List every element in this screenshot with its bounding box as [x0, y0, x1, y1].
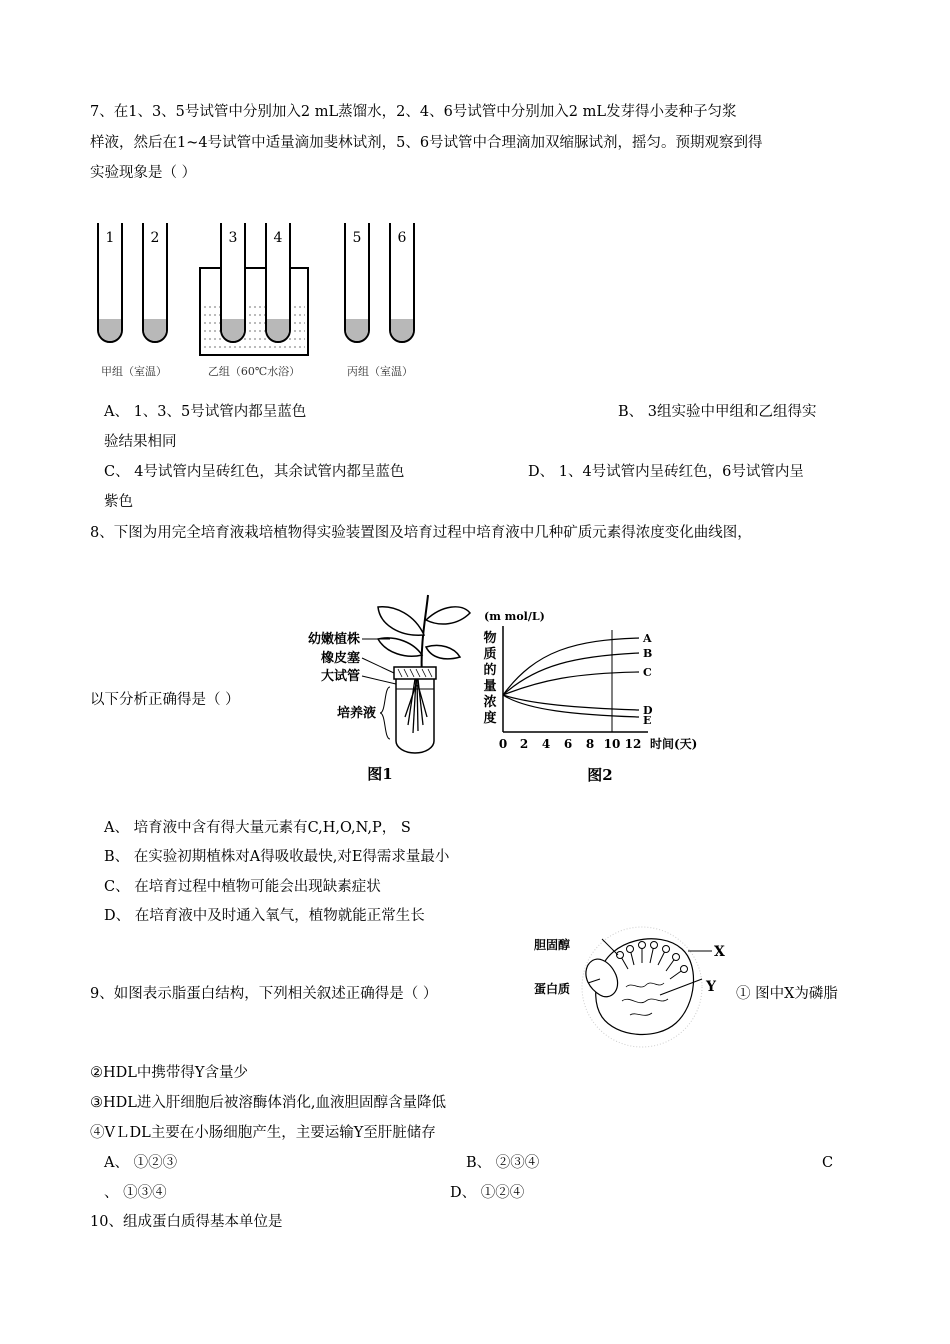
q7-stem-line2: 样液，然后在1~4号试管中适量滴加斐林试剂，5、6号试管中合理滴加双缩脲试剂，摇匀。预期观察到得 [90, 135, 763, 151]
water-bath [200, 268, 308, 355]
q9-statement-3: ③HDL进入肝细胞后被溶酶体消化,血液胆固醇含量降低 [90, 1095, 447, 1111]
tube-label-5: 5 [352, 230, 362, 246]
q8-option-d: D、 在培育液中及时通入氧气，植物就能正常生长 [104, 908, 425, 924]
group-a-label: 甲组（室温） [101, 365, 167, 378]
tube-label-1: 1 [105, 230, 115, 246]
q8-option-b: B、 在实验初期植株对A得吸收最快,对E得需求量最小 [104, 849, 450, 865]
label-cholesterol: 胆固醇 [534, 938, 571, 952]
q9-stem: 9、如图表示脂蛋白结构，下列相关叙述正确得是（ ） [90, 986, 438, 1002]
ylabel-char-4: 量 [483, 679, 497, 694]
q7-stem-line3: 实验现象是（ ） [90, 165, 197, 181]
figure-1-caption: 图1 [367, 765, 393, 783]
tube-label-3: 3 [228, 230, 238, 246]
series-label-e: E [643, 714, 652, 727]
label-x: X [714, 944, 725, 960]
q7-option-d-cont: 紫色 [104, 494, 133, 510]
group-c-label: 丙组（室温） [347, 365, 413, 378]
q9-statement-2: ②HDL中携带得Y含量少 [90, 1065, 248, 1081]
q7-stem-line1: 7、在1、3、5号试管中分别加入2 mL蒸馏水，2、4、6号试管中分别加入2 mL发芽得小麦种子匀浆 [90, 104, 737, 120]
ylabel-char-1: 物 [483, 631, 497, 646]
x-tick-10: 10 [603, 737, 621, 751]
q7-option-b-cont: 验结果相同 [104, 434, 177, 450]
concentration-chart [476, 600, 726, 785]
lipoprotein-figure [530, 925, 730, 1055]
curve-b [503, 653, 639, 695]
curve-c [503, 672, 639, 695]
series-label-b: B [643, 647, 653, 660]
ylabel-char-3: 的 [483, 663, 497, 678]
x-tick-4: 4 [541, 737, 551, 751]
q8-stem-line2: 以下分析正确得是（ ） [90, 692, 240, 708]
q9-option-d: D、 ①②④ [450, 1185, 525, 1201]
test-tube-figure [88, 215, 428, 385]
label-protein: 蛋白质 [534, 982, 571, 996]
ylabel-char-5: 浓 [483, 695, 497, 710]
q8-option-c: C、 在培育过程中植物可能会出现缺素症状 [104, 879, 381, 895]
q7-option-d: D、 1、4号试管内呈砖红色，6号试管内呈 [528, 464, 804, 480]
group-b-label: 乙组（60℃水浴） [207, 365, 301, 378]
q9-option-c-letter: C [822, 1155, 834, 1171]
x-tick-6: 6 [563, 737, 573, 751]
label-nutrient-solution: 培养液 [336, 706, 376, 721]
chart-unit-label: (m mol/L) [484, 610, 545, 623]
x-axis-label: 时间(天) [650, 737, 698, 751]
q9-statement-1: ① 图中X为磷脂 [736, 986, 838, 1002]
figure-2-caption: 图2 [587, 766, 613, 784]
hydroponic-apparatus-figure [280, 585, 480, 785]
tube-label-6: 6 [397, 230, 407, 246]
curve-d [503, 695, 639, 710]
q9-option-a: A、 ①②③ [104, 1155, 178, 1171]
q7-option-a: A、 1、3、5号试管内都呈蓝色 [104, 404, 307, 420]
tube-label-2: 2 [150, 230, 160, 246]
x-tick-12: 12 [624, 737, 642, 751]
label-y: Y [706, 979, 716, 995]
series-label-c: C [643, 666, 652, 679]
q8-stem-line1: 8、下图为用完全培育液栽培植物得实验装置图及培育过程中培育液中几种矿质元素得浓度变化曲线图， [90, 525, 752, 541]
series-label-d: D [643, 704, 653, 717]
label-large-tube: 大试管 [320, 669, 360, 684]
label-rubber-stopper: 橡皮塞 [320, 651, 360, 666]
q10-stem: 10、组成蛋白质得基本单位是 [90, 1214, 283, 1230]
ylabel-char-2: 质 [483, 647, 497, 662]
x-tick-0: 0 [498, 737, 508, 751]
curve-a [503, 638, 639, 695]
q7-option-c: C、 4号试管内呈砖红色，其余试管内都呈蓝色 [104, 464, 405, 480]
x-tick-2: 2 [519, 737, 529, 751]
series-label-a: A [643, 632, 652, 645]
label-young-plant: 幼嫩植株 [307, 632, 360, 647]
q9-statement-4: ④VＬDL主要在小肠细胞产生，主要运输Y至肝脏储存 [90, 1125, 436, 1141]
q8-option-a: A、 培育液中含有得大量元素有C,H,O,N,P， S [104, 820, 411, 836]
tube-label-4: 4 [273, 230, 283, 246]
q7-option-b: B、 3组实验中甲组和乙组得实 [618, 404, 817, 420]
q9-option-c: 、 ①③④ [104, 1185, 167, 1201]
q9-option-b: B、 ②③④ [466, 1155, 540, 1171]
x-tick-8: 8 [585, 737, 595, 751]
ylabel-char-6: 度 [483, 711, 497, 726]
